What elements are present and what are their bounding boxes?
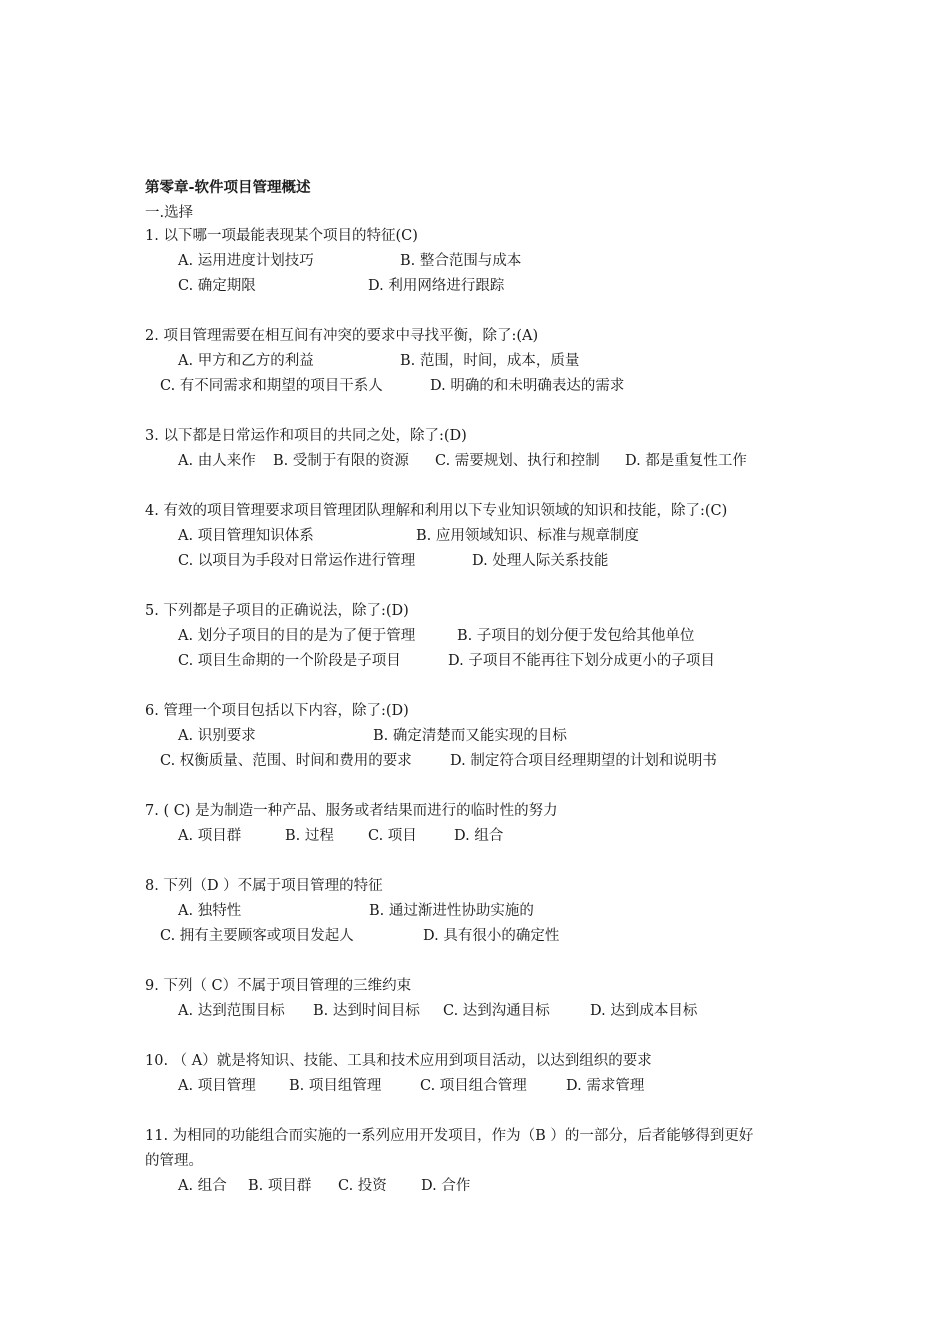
question-5-option-b: B. 子项目的划分便于发包给其他单位 (457, 628, 695, 644)
question-2-stem: 2. 项目管理需要在相互间有冲突的要求中寻找平衡，除了:(A) (145, 328, 539, 344)
question-9-option-b: B. 达到时间目标 (313, 1003, 420, 1019)
question-10-option-b: B. 项目组管理 (289, 1078, 382, 1094)
question-11-option-d: D. 合作 (421, 1178, 471, 1194)
question-6-option-c: C. 权衡质量、范围、时间和费用的要求 (160, 753, 412, 769)
question-9-option-d: D. 达到成本目标 (590, 1003, 698, 1019)
question-2-option-d: D. 明确的和未明确表达的需求 (430, 378, 625, 394)
question-4-option-d: D. 处理人际关系技能 (472, 553, 609, 569)
question-2-option-a: A. 甲方和乙方的利益 (178, 353, 314, 369)
question-7-option-d: D. 组合 (454, 828, 504, 844)
question-11-option-a: A. 组合 (178, 1178, 227, 1194)
question-2-option-c: C. 有不同需求和期望的项目干系人 (160, 378, 383, 394)
question-7-option-a: A. 项目群 (178, 828, 242, 844)
question-1-stem: 1. 以下哪一项最能表现某个项目的特征(C) (145, 228, 418, 244)
question-8-option-c: C. 拥有主要顾客或项目发起人 (160, 928, 354, 944)
question-5-option-c: C. 项目生命期的一个阶段是子项目 (178, 653, 401, 669)
question-9-option-c: C. 达到沟通目标 (443, 1003, 550, 1019)
question-10-option-a: A. 项目管理 (178, 1078, 256, 1094)
question-4-option-c: C. 以项目为手段对日常运作进行管理 (178, 553, 416, 569)
question-9-option-a: A. 达到范围目标 (178, 1003, 285, 1019)
question-5-stem: 5. 下列都是子项目的正确说法，除了:(D) (145, 603, 409, 619)
question-10-option-d: D. 需求管理 (566, 1078, 645, 1094)
question-2-option-b: B. 范围，时间，成本，质量 (400, 353, 580, 369)
question-8-option-b: B. 通过渐进性协助实施的 (369, 903, 534, 919)
question-7-stem: 7. ( C) 是为制造一种产品、服务或者结果而进行的临时性的努力 (145, 803, 558, 819)
question-3-option-b: B. 受制于有限的资源 (273, 453, 409, 469)
question-8-stem: 8. 下列（D ）不属于项目管理的特征 (145, 878, 383, 894)
question-10-option-c: C. 项目组合管理 (420, 1078, 527, 1094)
question-6-option-a: A. 识别要求 (178, 728, 256, 744)
question-3-option-c: C. 需要规划、执行和控制 (435, 453, 600, 469)
section-heading: 一.选择 (145, 205, 194, 221)
question-1-option-a: A. 运用进度计划技巧 (178, 253, 314, 269)
question-9-stem: 9. 下列（ C）不属于项目管理的三维约束 (145, 978, 412, 994)
question-6-option-d: D. 制定符合项目经理期望的计划和说明书 (450, 753, 717, 769)
question-5-option-d: D. 子项目不能再往下划分成更小的子项目 (448, 653, 715, 669)
question-11-option-b: B. 项目群 (248, 1178, 312, 1194)
question-5-option-a: A. 划分子项目的目的是为了便于管理 (178, 628, 416, 644)
question-11-stem: 11. 为相同的功能组合而实施的一系列应用开发项目，作为（B ）的一部分，后者能够得到更好 (145, 1128, 754, 1144)
question-3-stem: 3. 以下都是日常运作和项目的共同之处，除了:(D) (145, 428, 467, 444)
question-6-option-b: B. 确定清楚而又能实现的目标 (373, 728, 567, 744)
question-11-option-c: C. 投资 (338, 1178, 387, 1194)
question-1-option-c: C. 确定期限 (178, 278, 256, 294)
question-7-option-c: C. 项目 (368, 828, 417, 844)
question-8-option-d: D. 具有很小的确定性 (423, 928, 560, 944)
question-8-option-a: A. 独特性 (178, 903, 242, 919)
question-4-stem: 4. 有效的项目管理要求项目管理团队理解和利用以下专业知识领域的知识和技能，除了:(C) (145, 503, 728, 519)
question-7-option-b: B. 过程 (285, 828, 334, 844)
question-11-stem-continuation: 的管理。 (145, 1153, 203, 1169)
question-3-option-d: D. 都是重复性工作 (625, 453, 747, 469)
chapter-title: 第零章-软件项目管理概述 (145, 179, 311, 196)
question-3-option-a: A. 由人来作 (178, 453, 256, 469)
question-1-option-d: D. 利用网络进行跟踪 (368, 278, 505, 294)
question-1-option-b: B. 整合范围与成本 (400, 253, 522, 269)
question-6-stem: 6. 管理一个项目包括以下内容，除了:(D) (145, 703, 409, 719)
question-10-stem: 10. （ A）就是将知识、技能、工具和技术应用到项目活动，以达到组织的要求 (145, 1053, 652, 1069)
question-4-option-b: B. 应用领域知识、标准与规章制度 (416, 528, 639, 544)
question-4-option-a: A. 项目管理知识体系 (178, 528, 314, 544)
